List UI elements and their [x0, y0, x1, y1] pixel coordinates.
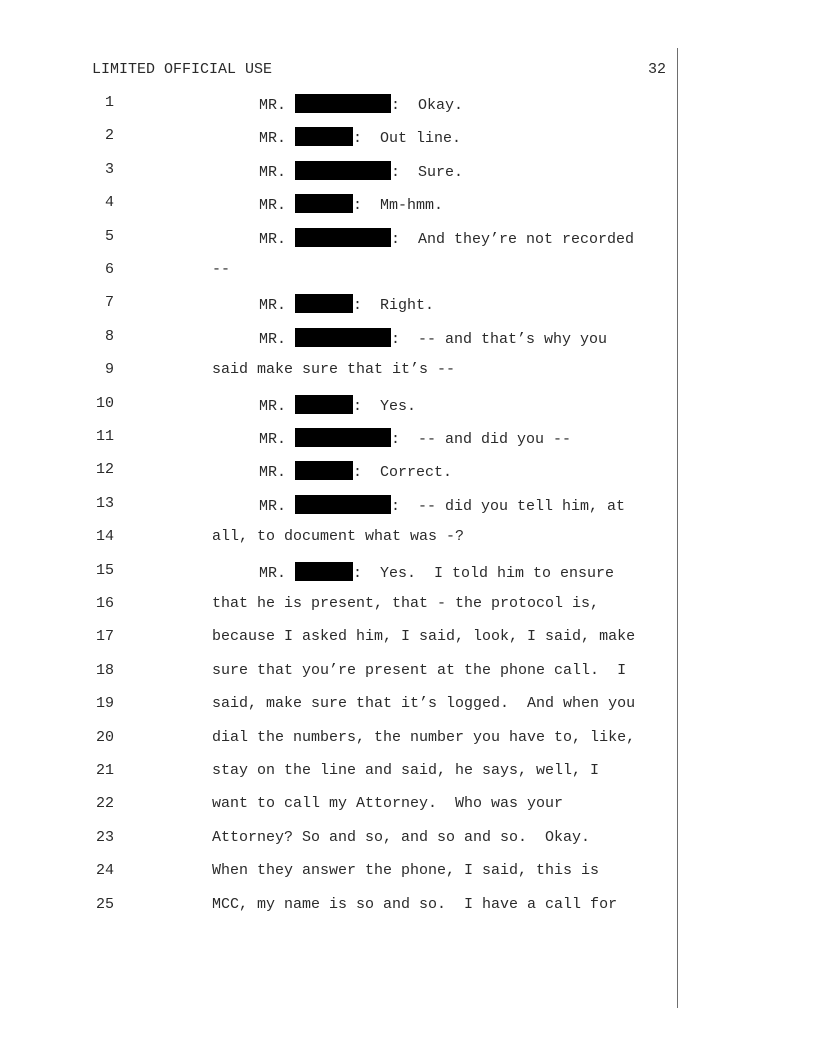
line-text	[212, 662, 626, 679]
line-number: 20	[95, 728, 114, 746]
speaker-utterance: : Yes.	[353, 397, 417, 415]
speaker-prefix: MR.	[259, 97, 296, 114]
line-text	[212, 795, 563, 812]
line-text	[212, 729, 635, 746]
transcript-line	[0, 729, 676, 749]
speaker-prefix: MR.	[259, 564, 296, 582]
line-text	[259, 94, 463, 114]
transcript-line	[0, 762, 676, 782]
continuation-text: MCC, my name is so and so. I have a call for	[212, 895, 618, 913]
speaker-prefix: MR.	[259, 297, 296, 315]
redaction-box	[295, 395, 353, 414]
line-text	[212, 361, 455, 378]
transcript-line	[0, 361, 676, 381]
continuation-text: When they answer the phone, I said, this is	[212, 862, 600, 880]
line-number: 2	[104, 127, 114, 145]
transcript-line	[0, 595, 676, 615]
redaction-box	[295, 328, 391, 347]
line-number: 24	[95, 862, 114, 880]
redaction-box	[295, 228, 391, 247]
line-text	[212, 261, 230, 278]
continuation-text: that he is present, that - the protocol is,	[212, 595, 600, 612]
continuation-text: dial the numbers, the number you have to, like,	[212, 728, 636, 746]
line-text	[259, 461, 452, 481]
line-text	[212, 528, 464, 545]
line-number: 13	[95, 494, 114, 512]
line-text	[259, 228, 634, 248]
transcript-line	[0, 829, 676, 849]
continuation-text: sure that you’re present at the phone call. I	[212, 661, 627, 679]
line-number: 22	[95, 795, 114, 813]
transcript-line	[0, 261, 676, 281]
transcript-line	[0, 495, 676, 515]
speaker-prefix: MR.	[259, 197, 296, 215]
transcript-line	[0, 562, 676, 582]
line-number: 8	[104, 327, 114, 345]
transcript-line	[0, 628, 676, 648]
line-text	[259, 294, 434, 314]
line-text	[259, 562, 614, 582]
speaker-utterance: : And they’re not recorded	[391, 230, 635, 248]
right-margin-rule	[677, 48, 678, 1008]
line-text	[259, 194, 443, 214]
line-number: 14	[95, 528, 114, 546]
redaction-box	[295, 562, 353, 581]
page-number: 32	[647, 61, 666, 78]
continuation-text: stay on the line and said, he says, well, I	[212, 762, 600, 779]
line-number: 12	[95, 461, 114, 479]
line-number: 25	[95, 895, 114, 913]
line-text	[259, 161, 463, 181]
line-text	[212, 628, 635, 645]
line-text	[259, 428, 571, 448]
speaker-prefix: MR.	[259, 464, 296, 482]
speaker-utterance: : -- and did you --	[391, 431, 572, 448]
transcript-line	[0, 528, 676, 548]
continuation-text: said, make sure that it’s logged. And when you	[212, 695, 636, 713]
redaction-box	[295, 495, 391, 514]
speaker-utterance: : Yes. I told him to ensure	[353, 564, 615, 582]
speaker-prefix: MR.	[259, 397, 296, 415]
redaction-box	[295, 194, 353, 213]
speaker-prefix: MR.	[259, 230, 296, 248]
speaker-utterance: : -- did you tell him, at	[391, 497, 626, 515]
line-number: 4	[104, 194, 114, 212]
speaker-prefix: MR.	[259, 497, 296, 515]
line-text	[212, 829, 590, 846]
transcript-line	[0, 795, 676, 815]
line-text	[259, 495, 625, 515]
speaker-utterance: : Mm-hmm.	[353, 197, 444, 215]
line-text	[212, 695, 635, 712]
line-number: 11	[95, 428, 114, 445]
speaker-utterance: : -- and that’s why you	[391, 330, 608, 348]
classification-header: LIMITED OFFICIAL USE	[92, 61, 273, 78]
line-text	[212, 896, 617, 913]
line-number: 1	[104, 94, 114, 111]
continuation-text: --	[212, 261, 231, 278]
transcript-line	[0, 662, 676, 682]
line-number: 19	[95, 695, 114, 713]
speaker-utterance: : Out line.	[353, 130, 462, 148]
transcript-line	[0, 228, 676, 248]
line-text	[259, 328, 607, 348]
transcript-line	[0, 294, 676, 314]
line-number: 9	[104, 361, 114, 379]
continuation-text: because I asked him, I said, look, I said, make	[212, 628, 636, 646]
speaker-utterance: : Sure.	[391, 163, 464, 181]
line-number: 3	[104, 160, 114, 178]
transcript-line	[0, 896, 676, 916]
line-text	[259, 395, 416, 415]
line-number: 10	[95, 394, 114, 412]
transcript-line	[0, 94, 676, 114]
line-number: 7	[104, 294, 114, 312]
transcript-line	[0, 395, 676, 415]
redaction-box	[295, 127, 353, 146]
continuation-text: all, to document what was -?	[212, 528, 465, 546]
transcript-line	[0, 862, 676, 882]
continuation-text: Attorney? So and so, and so and so. Okay.	[212, 828, 591, 846]
line-text	[212, 862, 599, 879]
redaction-box	[295, 161, 391, 180]
line-number: 17	[95, 628, 114, 646]
continuation-text: said make sure that it’s --	[212, 361, 456, 379]
speaker-prefix: MR.	[259, 431, 296, 448]
line-text	[212, 762, 599, 779]
line-number: 23	[95, 828, 114, 846]
transcript-line	[0, 328, 676, 348]
redaction-box	[295, 461, 353, 480]
continuation-text: want to call my Attorney. Who was your	[212, 795, 564, 813]
transcript-line	[0, 127, 676, 147]
transcript-line	[0, 695, 676, 715]
line-number: 16	[95, 595, 114, 612]
line-number: 6	[104, 261, 114, 278]
transcript-line	[0, 461, 676, 481]
speaker-utterance: : Right.	[353, 297, 435, 315]
line-number: 21	[95, 762, 114, 779]
redaction-box	[295, 294, 353, 313]
speaker-prefix: MR.	[259, 130, 296, 148]
redaction-box	[295, 94, 391, 113]
transcript-line	[0, 161, 676, 181]
speaker-utterance: : Okay.	[391, 97, 464, 114]
speaker-prefix: MR.	[259, 163, 296, 181]
line-number: 15	[95, 561, 114, 579]
transcript-line	[0, 428, 676, 448]
line-number: 18	[95, 661, 114, 679]
redaction-box	[295, 428, 391, 447]
speaker-prefix: MR.	[259, 330, 296, 348]
line-text	[259, 127, 461, 147]
line-number: 5	[104, 227, 114, 245]
speaker-utterance: : Correct.	[353, 464, 453, 482]
transcript-line	[0, 194, 676, 214]
line-text	[212, 595, 599, 612]
